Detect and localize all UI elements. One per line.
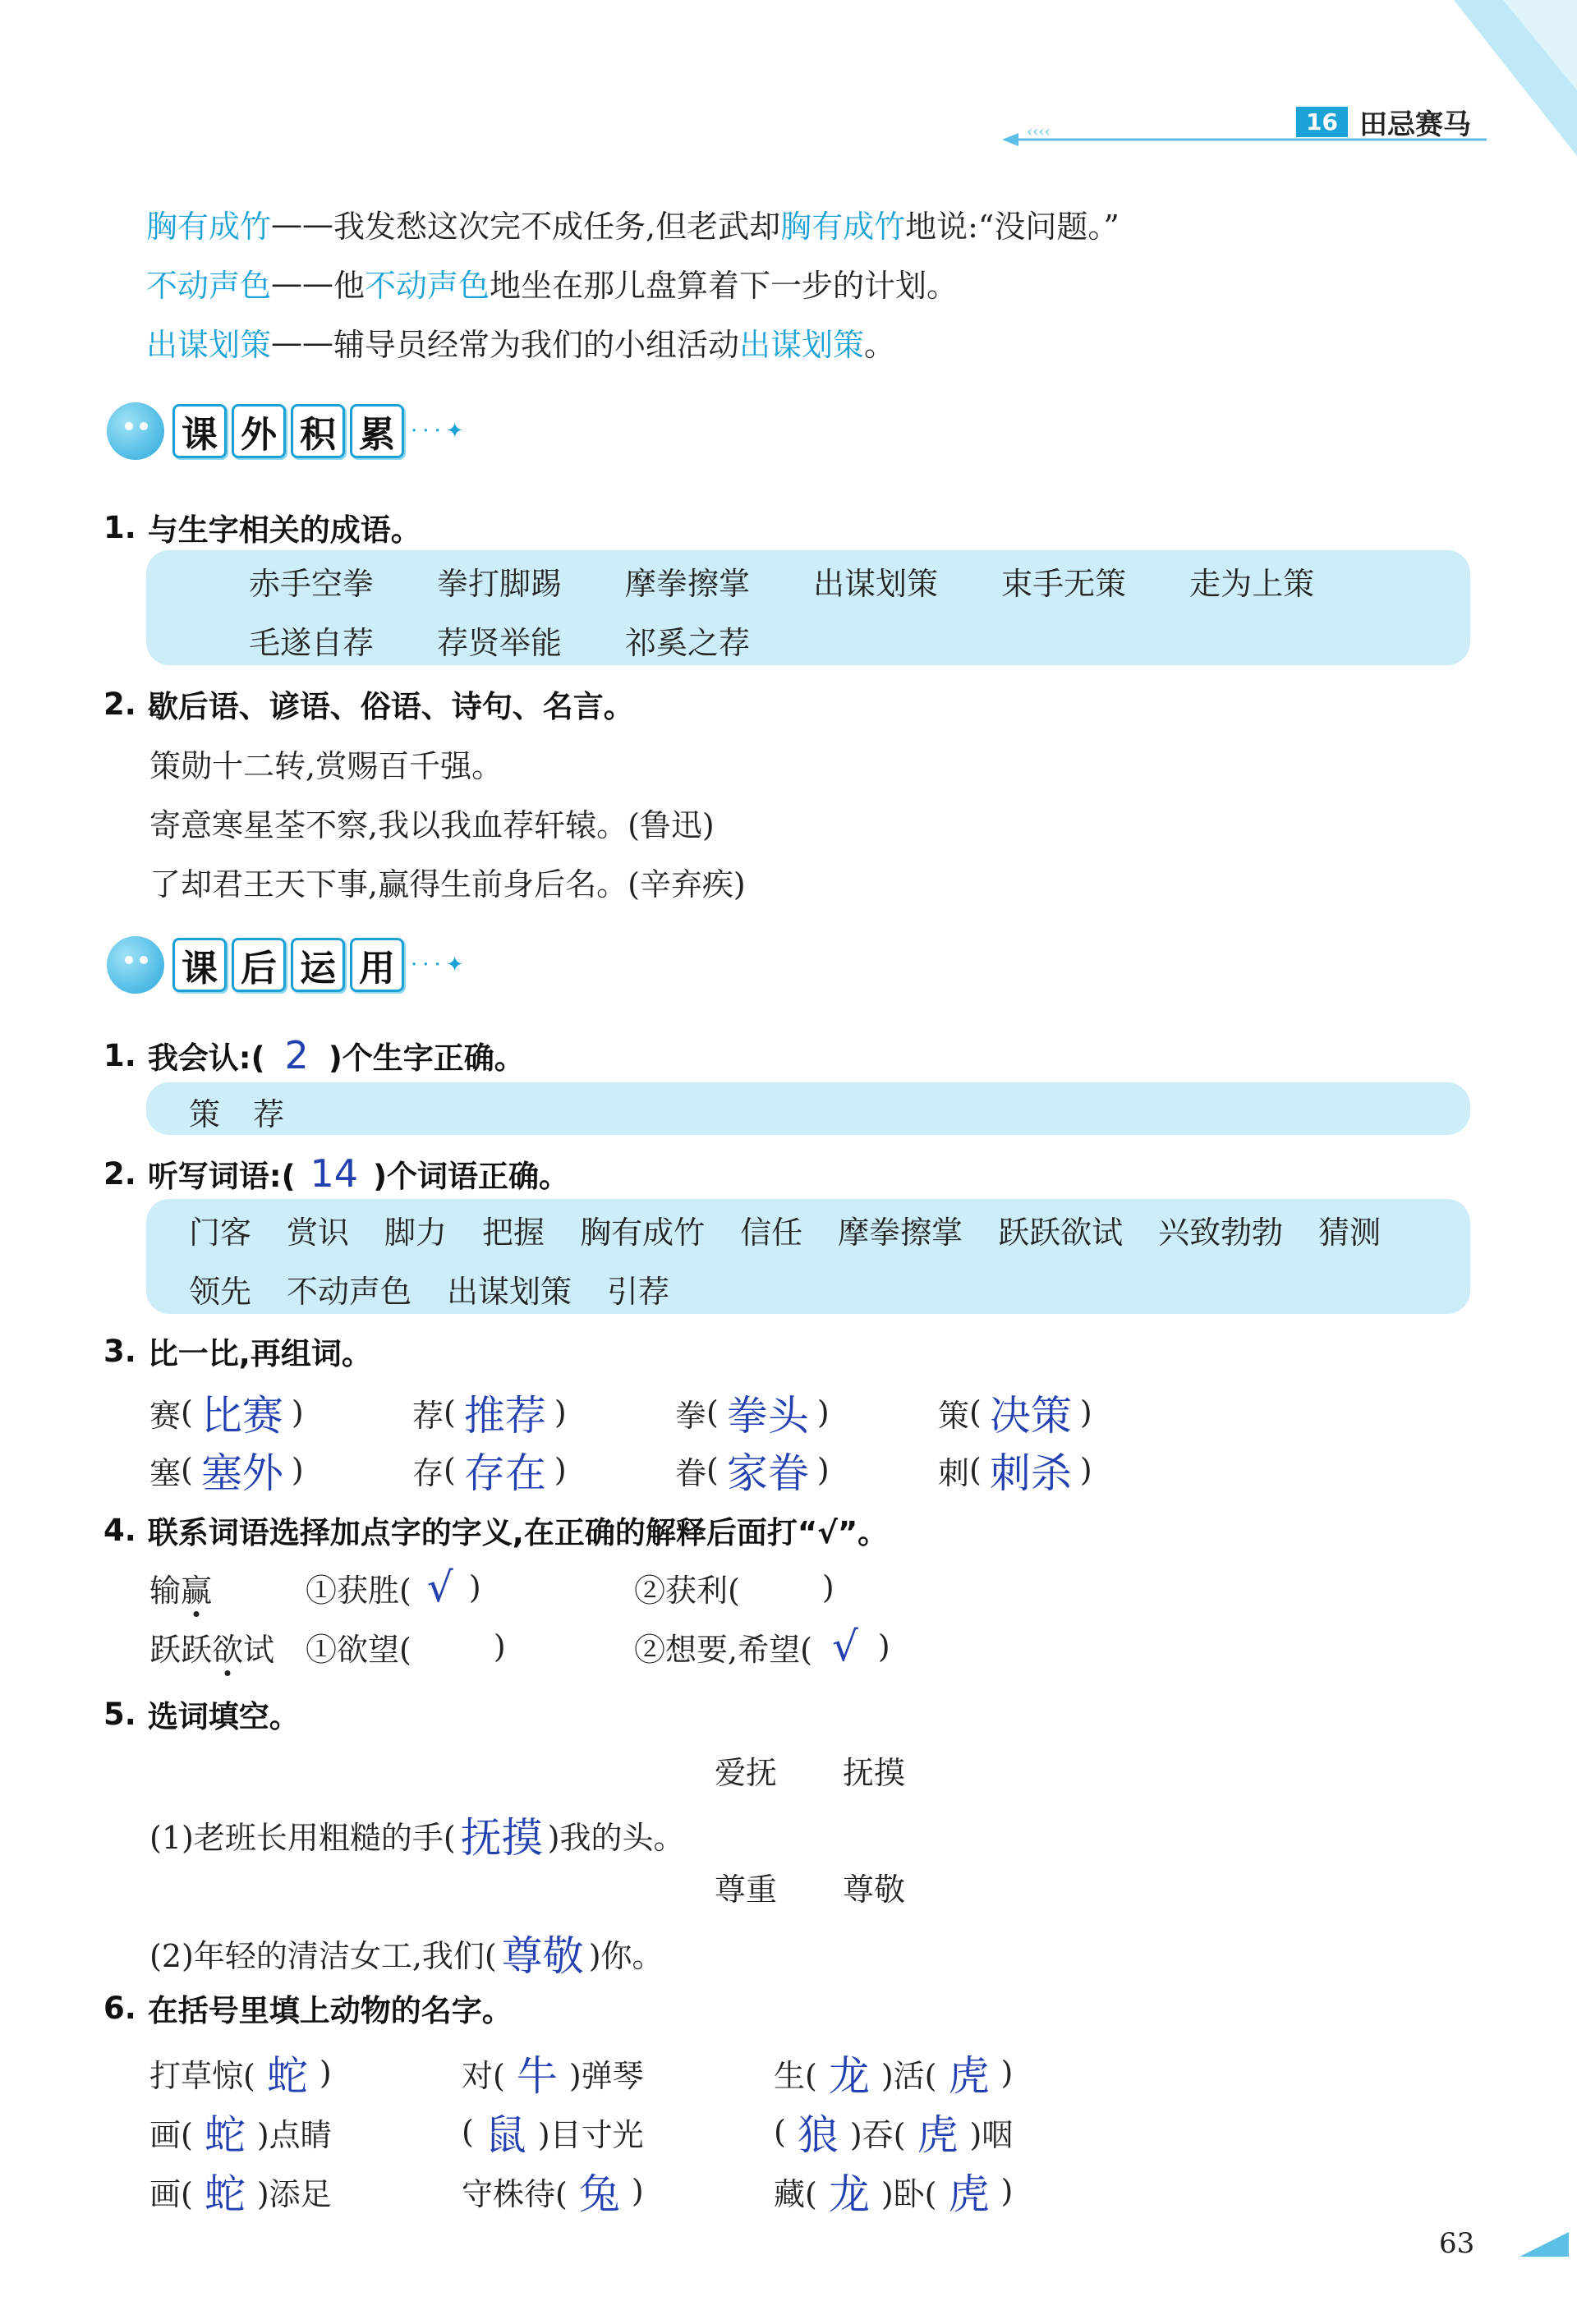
question-suffix: )个生字正确。 (328, 1040, 525, 1076)
question-2-1 (103, 1033, 525, 1077)
idiom-line-2 (146, 260, 958, 305)
idiom-term-inline: 出谋划策 (739, 327, 865, 363)
lesson-header (1296, 102, 1471, 142)
word-item: 信任 (740, 1215, 803, 1251)
animal-row-3 (149, 2161, 1013, 2221)
animal-idiom: ( 狼 )吞( 虎 )咽 (774, 2102, 1013, 2161)
question-text: 比一比,再组词。 (147, 1336, 372, 1371)
compare-answer: 刺杀 (989, 1449, 1072, 1497)
question-number: 4. (103, 1512, 136, 1548)
idiom-item: 出谋划策 (813, 566, 939, 602)
word-choice: 爱抚 (715, 1755, 778, 1791)
idiom-line-3 (146, 319, 895, 365)
compare-item: 塞 ( 塞外 ) (149, 1440, 412, 1500)
sentence-after: )我的头。 (547, 1819, 685, 1856)
mascot-icon (107, 936, 164, 994)
animal-answer: 狼 (797, 2111, 839, 2159)
compare-item: 策 ( 决策 ) (938, 1383, 1092, 1442)
answer-count: 14 (310, 1151, 359, 1196)
word-item: 把握 (482, 1215, 545, 1251)
compare-item: 荐 ( 推荐 ) (412, 1383, 675, 1442)
section-title-char: 累 (350, 404, 404, 458)
idiom-term: 不动声色 (146, 268, 272, 304)
word-list-row-2 (189, 1266, 669, 1311)
compare-char: 策 (938, 1397, 970, 1434)
idiom-item: 赤手空拳 (249, 566, 375, 602)
word-choice: 尊敬 (843, 1872, 906, 1908)
idiom-sentence-before: 他 (333, 268, 366, 304)
section-title-char: 后 (232, 938, 286, 992)
lesson-number-badge: 16 (1296, 107, 1348, 137)
fill-answer: 尊敬 (501, 1932, 584, 1980)
sentence-before: (1)老班长用粗糙的手( (149, 1819, 456, 1856)
lesson-title: 田忌赛马 (1359, 108, 1471, 141)
word-choice: 尊重 (715, 1872, 778, 1908)
char-item: 策 (189, 1096, 221, 1132)
compare-char: 塞 (149, 1454, 182, 1491)
question-number: 3. (103, 1333, 136, 1369)
word-item: 摩拳擦掌 (838, 1215, 963, 1251)
compare-item: 存 ( 存在 ) (412, 1440, 675, 1500)
idiom-list-row-1 (249, 558, 1314, 604)
char-list-row (189, 1089, 284, 1134)
option-label: ①欲望( (306, 1631, 411, 1668)
compare-char: 眷 (675, 1454, 707, 1491)
idiom-sentence-after: 。 (864, 327, 896, 363)
animal-answer: 牛 (516, 2052, 558, 2100)
question-text: 联系词语选择加点字的字义,在正确的解释后面打“√”。 (147, 1515, 889, 1550)
idiom-item: 束手无策 (1001, 566, 1127, 602)
idiom-item: 荐贤举能 (437, 625, 563, 661)
word-item: 门客 (189, 1215, 252, 1251)
option-close: ) (493, 1628, 506, 1665)
mascot-icon (107, 402, 164, 460)
compare-char: 荐 (412, 1397, 444, 1434)
check-mark: √ (426, 1564, 453, 1611)
question-number: 5. (103, 1696, 136, 1732)
section-title-char: 外 (232, 404, 286, 458)
animal-answer: 虎 (917, 2111, 959, 2159)
section-title-extracurricular (107, 402, 469, 460)
question-prefix: 我会认:( (147, 1040, 265, 1076)
compare-char: 拳 (675, 1397, 707, 1434)
word-item: 猜测 (1318, 1215, 1382, 1251)
section-title-char: 课 (172, 938, 227, 992)
sparkle-icon: ···✦ (411, 953, 469, 977)
idiom-item: 祁奚之荐 (625, 625, 751, 661)
word-item: 兴致勃勃 (1158, 1215, 1284, 1251)
question-number: 1. (103, 1037, 136, 1073)
word-item: 领先 (189, 1274, 252, 1310)
compare-answer: 存在 (463, 1449, 546, 1497)
word-item: 引荐 (607, 1274, 670, 1310)
question-number: 1. (103, 509, 136, 545)
compare-item: 刺 ( 刺杀 ) (938, 1440, 1092, 1500)
idiom-list-row-2 (249, 618, 750, 663)
animal-answer: 兔 (578, 2170, 620, 2218)
word-item: 出谋划策 (447, 1274, 572, 1310)
idiom-term: 出谋划策 (146, 327, 272, 363)
compare-row-1 (149, 1383, 1092, 1442)
idiom-dash: —— (271, 264, 334, 301)
meaning-word: 跃跃欲试 (149, 1631, 275, 1668)
compare-answer: 家眷 (726, 1449, 809, 1497)
compare-item: 眷 ( 家眷 ) (675, 1440, 938, 1500)
idiom-dash: —— (271, 205, 334, 242)
idiom-term: 胸有成竹 (146, 209, 272, 245)
page-number: 63 (1439, 2227, 1475, 2260)
meaning-option-2 (634, 1565, 834, 1610)
idiom-dash: —— (271, 324, 334, 361)
option-close: ) (468, 1569, 481, 1605)
compare-answer: 推荐 (463, 1392, 546, 1440)
word-item: 胸有成竹 (580, 1215, 706, 1251)
compare-answer: 比赛 (200, 1392, 283, 1440)
check-mark: √ (831, 1623, 858, 1670)
word-item: 脚力 (384, 1215, 448, 1251)
fill-answer: 抚摸 (460, 1814, 543, 1862)
compare-char: 存 (412, 1454, 444, 1491)
compare-item: 拳 ( 拳头 ) (675, 1383, 938, 1442)
section-title-char: 课 (172, 404, 227, 458)
option-close: ) (821, 1569, 834, 1605)
meaning-option-2 (634, 1623, 890, 1670)
question-number: 2. (103, 1155, 136, 1192)
animal-answer: 虎 (948, 2170, 990, 2218)
question-text: 在括号里填上动物的名字。 (147, 1993, 513, 2028)
question-number: 6. (103, 1990, 136, 2026)
sparkle-icon: ···✦ (411, 419, 469, 443)
option-label: ②获利( (634, 1572, 740, 1609)
word-choices-2 (715, 1864, 905, 1909)
animal-row-2 (149, 2102, 1013, 2161)
page-corner-decoration (1503, 2232, 1569, 2260)
idiom-term-inline: 不动声色 (365, 268, 490, 304)
word-list-row-1 (189, 1207, 1381, 1252)
question-2-4 (103, 1508, 888, 1552)
animal-idiom: 生( 龙 )活( 虎 ) (774, 2043, 1013, 2102)
animal-answer: 龙 (828, 2052, 870, 2100)
sentence-after: )你。 (588, 1937, 664, 1974)
meaning-row-1 (149, 1564, 834, 1611)
quote-line: 了却君王天下事,赢得生前身后名。(辛弃疾) (149, 866, 746, 903)
animal-row-1 (149, 2043, 1013, 2102)
option-label: ②想要,希望( (634, 1631, 812, 1668)
sentence-before: (2)年轻的清洁女工,我们( (149, 1937, 497, 1974)
compare-char: 刺 (938, 1454, 970, 1491)
idiom-sentence-before: 我发愁这次完不成任务,但老武却 (333, 209, 781, 245)
animal-idiom: 对( 牛 )弹琴 (462, 2043, 774, 2102)
compare-answer: 决策 (989, 1392, 1072, 1440)
animal-idiom: 守株待( 兔 ) (462, 2161, 774, 2221)
idiom-item: 拳打脚踢 (437, 566, 563, 602)
idiom-term-inline: 胸有成竹 (780, 209, 906, 245)
animal-answer: 蛇 (204, 2170, 246, 2218)
section-title-char: 积 (291, 404, 345, 458)
animal-idiom: 藏( 龙 )卧( 虎 ) (774, 2161, 1013, 2221)
word-item: 跃跃欲试 (998, 1215, 1124, 1251)
section-title-after-class (107, 936, 469, 994)
svg-text:‹‹‹‹: ‹‹‹‹ (1027, 123, 1051, 140)
question-text: 与生字相关的成语。 (147, 512, 421, 548)
word-choice: 抚摸 (843, 1755, 906, 1791)
idiom-item: 毛遂自荐 (249, 625, 375, 661)
compare-item: 赛 ( 比赛 ) (149, 1383, 412, 1442)
word-choices-1 (715, 1748, 905, 1793)
animal-idiom: 画( 蛇 )点睛 (149, 2102, 462, 2161)
quote-line: 策勋十二转,赏赐百千强。 (149, 748, 503, 784)
option-close: ) (877, 1628, 890, 1665)
fill-sentence-2 (149, 1923, 664, 1982)
quote-line: 寄意寒星荃不察,我以我血荐轩辕。(鲁迅) (149, 807, 715, 843)
question-1-1 (103, 505, 421, 549)
question-suffix: )个词语正确。 (373, 1159, 569, 1194)
section-title-char: 用 (350, 938, 404, 992)
compare-row-2 (149, 1440, 1092, 1500)
word-item: 不动声色 (287, 1274, 412, 1310)
idiom-sentence-after: 地说:“没问题。” (905, 209, 1120, 245)
animal-answer: 鼠 (485, 2111, 526, 2159)
idiom-line-1 (146, 201, 1120, 246)
section-title-char: 运 (291, 938, 345, 992)
fill-sentence-1 (149, 1805, 684, 1864)
compare-answer: 拳头 (726, 1392, 809, 1440)
char-item: 荐 (253, 1096, 285, 1132)
animal-answer: 蛇 (204, 2111, 246, 2159)
idiom-sentence-before: 辅导员经常为我们的小组活动 (333, 327, 740, 363)
idiom-item: 摩拳擦掌 (625, 566, 751, 602)
question-2-3 (103, 1329, 372, 1373)
animal-answer: 龙 (828, 2170, 870, 2218)
question-2-6 (103, 1986, 513, 2030)
animal-answer: 虎 (948, 2052, 990, 2100)
meaning-word: 输赢 (149, 1572, 213, 1609)
question-2-5 (103, 1692, 300, 1736)
question-prefix: 听写词语:( (147, 1159, 296, 1194)
animal-idiom: ( 鼠 )目寸光 (462, 2102, 774, 2161)
idiom-sentence-after: 地坐在那儿盘算着下一步的计划。 (490, 268, 959, 304)
animal-idiom: 打草惊( 蛇 ) (149, 2043, 462, 2102)
answer-count: 2 (284, 1033, 309, 1077)
char-list-box (146, 1082, 1470, 1135)
meaning-row-2 (149, 1623, 890, 1670)
question-number: 2. (103, 686, 136, 722)
animal-answer: 蛇 (266, 2052, 308, 2100)
option-label: ①获胜( (306, 1572, 411, 1609)
meaning-option-1 (306, 1564, 634, 1611)
question-text: 歇后语、谚语、俗语、诗句、名言。 (147, 689, 634, 724)
idiom-item: 走为上策 (1189, 566, 1315, 602)
animal-idiom: 画( 蛇 )添足 (149, 2161, 462, 2221)
meaning-option-1 (306, 1624, 634, 1670)
compare-char: 赛 (149, 1397, 182, 1434)
question-2-2 (103, 1151, 569, 1196)
question-text: 选词填空。 (147, 1699, 300, 1734)
question-1-2 (103, 682, 634, 726)
word-item: 赏识 (287, 1215, 350, 1251)
compare-answer: 塞外 (200, 1449, 283, 1497)
